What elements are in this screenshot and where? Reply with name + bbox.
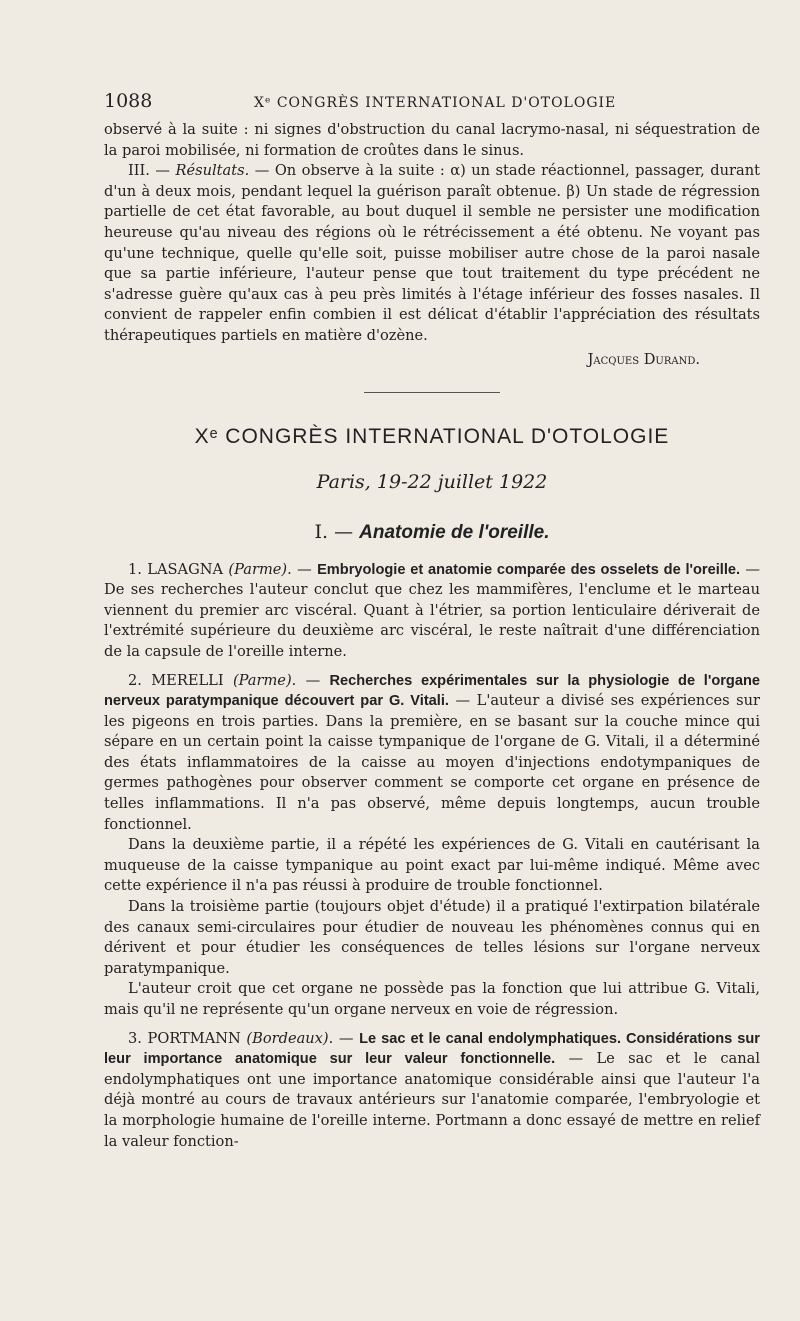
- page-number: 1088: [104, 90, 153, 112]
- entry-sep: . —: [287, 560, 318, 578]
- results-label: III. —: [128, 162, 176, 180]
- entry-city: (Parme): [228, 560, 288, 578]
- running-head: Xᵉ CONGRÈS INTERNATIONAL D'OTOLOGIE: [254, 95, 617, 111]
- entry-sep: . —: [328, 1029, 360, 1047]
- entry-author: LASAGNA: [147, 560, 224, 578]
- entry-author: MERELLI: [151, 671, 224, 689]
- entry-num: 1.: [128, 560, 148, 578]
- entry-2: [104, 671, 760, 836]
- results-title: Résultats.: [175, 162, 250, 180]
- author-signature: Jacques Durand.: [587, 350, 700, 368]
- conference-place-date: Paris, 19-22 juillet 1922: [316, 470, 548, 493]
- entry-num: 3.: [128, 1029, 148, 1047]
- separator-rule: [364, 392, 500, 393]
- page-header: [104, 90, 760, 120]
- entry-2-paragraph: Dans la troisième partie (toujours objet d'étude) il a pratiqué l'extirpation bilatérale des canaux semi-circulaires pour étudier de nouveau les phénomènes connus qui en dérivent et pour étudier les conséquences de telles lésions sur l'organe nerveux paratympanique.: [104, 898, 760, 977]
- entry-3: [104, 1029, 760, 1153]
- results-text: — On observe à la suite : α) un stade réactionnel, passager, durant d'un à deux mois, pendant lequel la guérison paraît obtenue. β) Un stade de régression partielle de cet état favorable, au bout duquel il semble ne persister une modification heureuse qu'au niveau des régions où le rétrécissement a été obtenu. Ne voyant pas qu'une technique, quelle qu'elle soit, puisse mobiliser autre chose de la paroi nasale que sa partie inférieure, l'auteur pense que tout traitement du type précédent ne s'adresse guère qu'aux cas à peu près limités à l'étage inférieur des fosses nasales. Il convient de rappeler enfin combien il est délicat d'établir l'appréciation des résultats thérapeutiques partiels en matière d'ozène.: [104, 162, 760, 344]
- entry-author: PORTMANN: [147, 1029, 241, 1047]
- entry-text: — L'auteur a divisé ses expériences sur les pigeons en trois parties. Dans la première, en se basant sur la couche mince qui sépare en un certain point la caisse tympanique de l'organe de G. Vitali, il a déterminé des états inflammatoires de la caisse au moyen d'injections endotympaniques de germes pathogènes pour observer comment se comporte cet organe en présence de telles inflammations. Il n'a pas observé, même depuis longtemps, aucun trouble fonctionnel.: [104, 692, 761, 833]
- entry-2-paragraph: Dans la deuxième partie, il a répété les expériences de G. Vitali en cautérisant la muqueuse de la caisse tympanique au point exact par lui-même indiqué. Même avec cette expérience il n'a pas réussi à produire de trouble fonctionnel.: [104, 836, 760, 895]
- entry-sep: . —: [291, 671, 330, 689]
- section-heading: [104, 521, 760, 544]
- entry-2-paragraph: L'auteur croit que cet organe ne possède pas la fonction que lui attribue G. Vitali, mais qu'il ne représente qu'un organe nerveux en voie de régression.: [104, 980, 760, 1018]
- entry-title: Le sac et le canal endolymphatiques. Considérations sur leur importance anatomique sur leur valeur fonctionnelle.: [104, 1030, 760, 1068]
- section-title: Anatomie de l'oreille.: [359, 521, 550, 543]
- intro-paragraph: observé à la suite : ni signes d'obstruction du canal lacrymo-nasal, ni séquestration de la paroi mobilisée, ni formation de croûtes dans le sinus.: [104, 121, 760, 159]
- entry-title: Embryologie et anatomie comparée des osselets de l'oreille.: [317, 561, 741, 578]
- entry-1: [104, 560, 760, 663]
- conference-title: Xᵉ CONGRÈS INTERNATIONAL D'OTOLOGIE: [194, 424, 670, 448]
- entry-text: — De ses recherches l'auteur conclut que chez les mammifères, l'enclume et le marteau viennent du premier arc viscéral. Quant à l'étrier, sa portion lenticulaire dériverait de l'extrémité supérieure du deuxième arc viscéral, le reste naîtrait d'une différenciation de la capsule de l'oreille interne.: [104, 560, 761, 660]
- results-paragraph: [104, 161, 760, 346]
- section-number: I. —: [314, 520, 360, 543]
- entry-num: 2.: [128, 671, 152, 689]
- entry-city: (Bordeaux): [246, 1029, 329, 1047]
- entry-city: (Parme): [232, 671, 292, 689]
- entry-title: Recherches expérimentales sur la physiologie de l'organe nerveux paratympanique découvert par G. Vitali.: [104, 672, 760, 710]
- entry-text: — Le sac et le canal endolymphatiques ont une importance anatomique considérable ainsi que l'auteur l'a déjà montré au cours de travaux antérieurs sur l'anatomie comparée, l'embryologie et la morphologie humaine de l'oreille interne. Portmann a donc essayé de mettre en relief la valeur fonction-: [104, 1050, 760, 1150]
